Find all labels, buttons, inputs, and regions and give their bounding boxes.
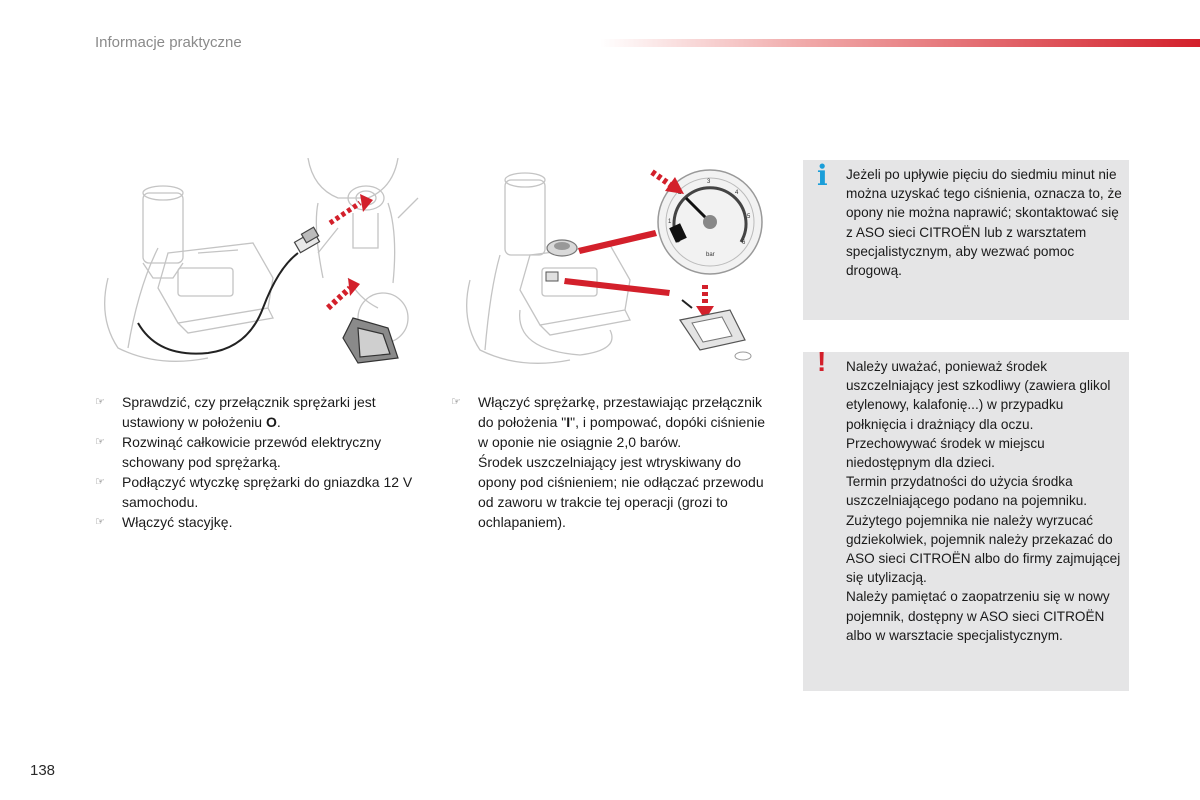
pointing-hand-icon: ☞ xyxy=(451,396,461,408)
warning-line: Zużytego pojemnika nie należy wyrzucać gdziekolwiek, pojemnik należy przekazać do ASO sieci CITROËN albo do firmy zajmującej się utylizacją. xyxy=(846,512,1121,586)
warning-box-text xyxy=(846,357,1123,645)
page-number: 138 xyxy=(30,762,56,779)
pointing-hand-icon: ☞ xyxy=(95,516,105,528)
pointing-hand-icon: ☞ xyxy=(95,476,105,488)
info-box xyxy=(803,160,1129,320)
warning-line: Należy uważać, ponieważ środek uszczelniający jest szkodliwy (zawiera glikol etylenowy, kalafonię...) w przypadku połknięcia i drażniący dla oczu. xyxy=(846,359,1111,432)
warning-line: Przechowywać środek w miejscu niedostępnym dla dzieci. xyxy=(846,435,1045,471)
illustration-compressor-connection xyxy=(98,158,423,373)
gauge-unit-label: bar xyxy=(706,252,715,258)
section-title: Informacje praktyczne xyxy=(95,34,242,51)
warning-icon: ! xyxy=(817,346,827,377)
warning-box xyxy=(803,346,1129,691)
gauge-tick-4: 4 xyxy=(735,190,739,196)
list-item: ☞ Sprawdzić, czy przełącznik sprężarki jest ustawiony w położeniu O. xyxy=(95,394,376,430)
sealant-note: Środek uszczelniający jest wtryskiwany do opony pod ciśnieniem; nie odłączać przewodu od zaworu w trakcie tej operacji (grozi to ochlapaniem). xyxy=(478,454,764,530)
gauge-tick-3: 3 xyxy=(707,179,711,185)
middle-instructions xyxy=(451,392,776,532)
list-item: ☞ Włączyć stacyjkę. xyxy=(95,514,233,530)
header-gradient-bar xyxy=(600,39,1200,47)
list-item: ☞ Podłączyć wtyczkę sprężarki do gniazdka 12 V samochodu. xyxy=(95,474,413,510)
list-item: ☞ Rozwinąć całkowicie przewód elektryczny schowany pod sprężarką. xyxy=(95,434,382,470)
info-icon: i xyxy=(817,159,828,192)
list-item: ☞ Włączyć sprężarkę, przestawiając przełącznik do położenia "I", i pompować, dopóki ciśnienie w oponie nie osiągnie 2,0 barów. xyxy=(451,394,766,450)
warning-line: Należy pamiętać o zaopatrzeniu się w nowy pojemnik, dostępny w ASO sieci CITROËN albo w warsztacie specjalistycznym. xyxy=(846,589,1110,643)
gauge-tick-6: 6 xyxy=(742,240,746,246)
gauge-tick-1: 1 xyxy=(668,219,672,225)
gauge-tick-5: 5 xyxy=(747,214,751,220)
info-box-text: Jeżeli po upływie pięciu do siedmiu minut nie można uzyskać tego ciśnienia, oznacza to, że opony nie można naprawić; skontaktować się z ASO sieci CITROËN lub z warsztatem specjalistycznym, aby wezwać pomoc drogową. xyxy=(846,167,1122,279)
pointing-hand-icon: ☞ xyxy=(95,436,105,448)
left-instructions xyxy=(95,392,425,532)
warning-line: Termin przydatności do użycia środka uszczelniającego podano na pojemniku. xyxy=(846,474,1088,509)
pointing-hand-icon: ☞ xyxy=(95,396,105,408)
illustration-compressor-gauge xyxy=(460,160,770,370)
